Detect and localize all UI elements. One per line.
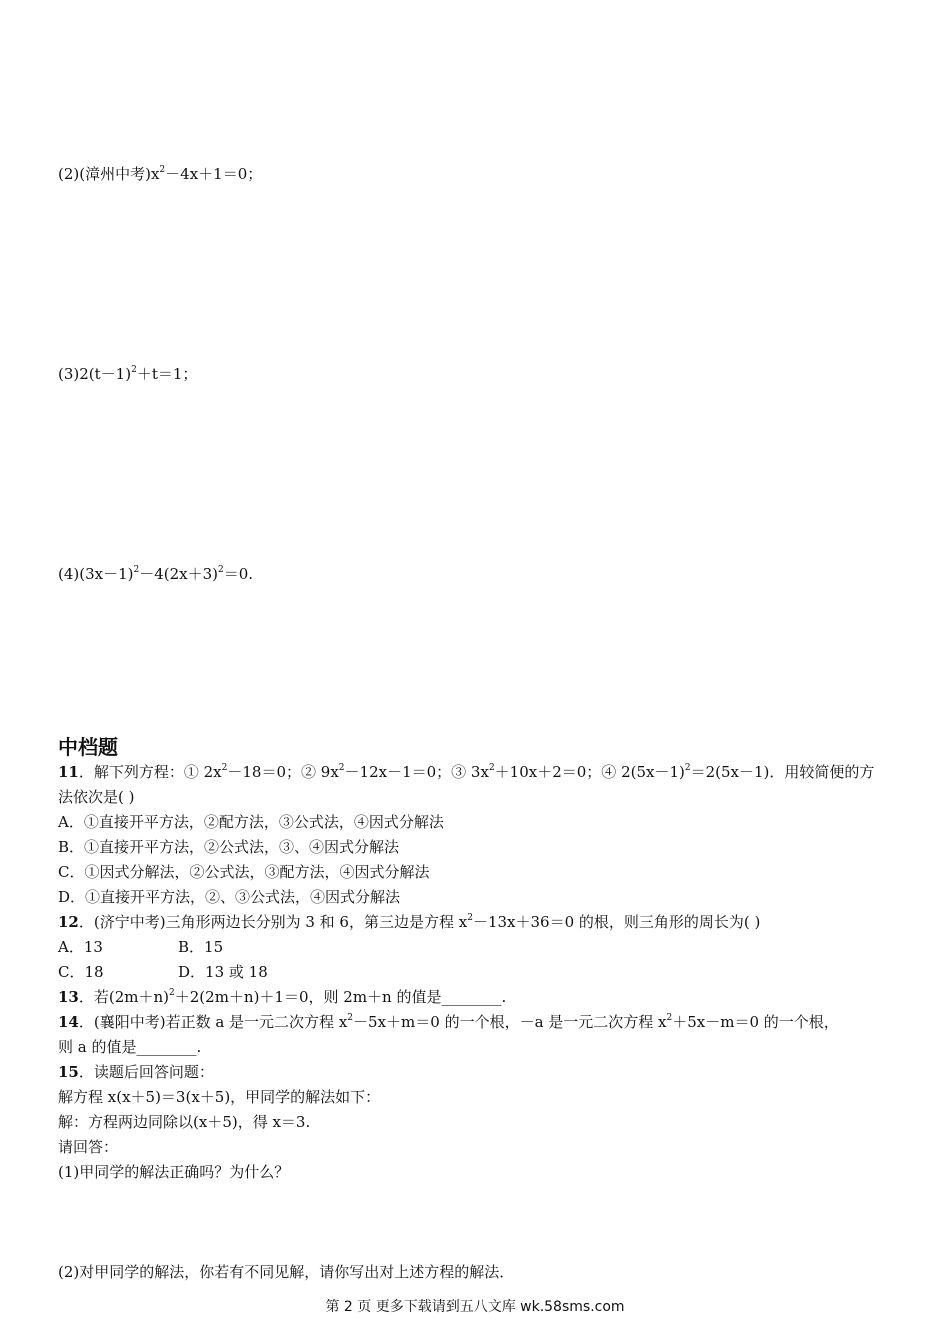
question-12-option-d: D．13 或 18	[178, 963, 268, 981]
question-14-line-1	[58, 1012, 839, 1032]
superscript: 2	[488, 763, 495, 773]
question-12-text-b: －13x＋36＝0 的根，则三角形的周长为( )	[472, 913, 761, 931]
question-13	[58, 987, 506, 1007]
question-12-text-a: ．(济宁中考)三角形两边长分别为 3 和 6，第三边是方程 x	[78, 913, 468, 931]
page-footer: 第 2 页 更多下载请到五八文库 wk.58sms.com	[325, 1299, 625, 1315]
question-11-text-d: ＋10x＋2＝0；④ 2(5x－1)	[494, 763, 685, 781]
question-15-sub-2: (2)对甲同学的解法，你若有不同见解，请你写出对上述方程的解法．	[58, 1263, 515, 1281]
question-number: 12	[58, 913, 79, 931]
question-number: 14	[58, 1013, 79, 1031]
superscript: 2	[133, 565, 140, 575]
question-11-option-b: B．①直接开平方法，②公式法，③、④因式分解法	[58, 838, 400, 856]
question-14-text-c: ＋5x－m＝0 的一个根，	[672, 1013, 839, 1031]
question-15-sub-1: (1)甲同学的解法正确吗？为什么？	[58, 1163, 290, 1181]
problem-3-text-b: ＋t＝1；	[136, 365, 198, 383]
question-15-line-4: 请回答：	[58, 1138, 119, 1156]
superscript: 2	[169, 988, 175, 998]
question-12-option-a: A．13	[58, 938, 103, 956]
question-14-text-b: －5x＋m＝0 的一个根，－a 是一元二次方程 x	[353, 1013, 667, 1031]
question-13-text-b: ＋2(2m＋n)＋1＝0，则 2m＋n 的值是________.	[174, 988, 507, 1006]
question-11-option-c: C．①因式分解法，②公式法，③配方法，④因式分解法	[58, 863, 430, 881]
question-15-line-2: 解方程 x(x＋5)＝3(x＋5)，甲同学的解法如下：	[58, 1088, 381, 1106]
question-15-line-1	[58, 1062, 214, 1082]
question-13-text-a: ．若(2m＋n)	[78, 988, 170, 1006]
question-number: 15	[58, 1063, 79, 1081]
question-12-options-row-1	[58, 937, 458, 957]
superscript: 2	[684, 763, 691, 773]
problem-2-text-a: (2)(漳州中考)x	[58, 165, 160, 183]
question-11-text-c: －12x－1＝0；③ 3x	[344, 763, 489, 781]
question-11-line-2: 法依次是( )	[58, 788, 135, 806]
superscript: 2	[338, 763, 345, 773]
superscript: 2	[218, 565, 224, 575]
question-12-option-b: B．15	[178, 938, 224, 956]
question-11-line-1	[58, 762, 874, 782]
question-11-text-e: ＝2(5x－1)．用较简便的方	[690, 763, 875, 781]
question-15-line-3: 解：方程两边同除以(x＋5)，得 x＝3.	[58, 1113, 311, 1131]
problem-4-text-a: (4)(3x－1)	[58, 565, 134, 583]
question-11-option-a: A．①直接开平方法，②配方法，③公式法，④因式分解法	[58, 813, 444, 831]
question-14-text-a: ．(襄阳中考)若正数 a 是一元二次方程 x	[78, 1013, 348, 1031]
problem-2-text-b: －4x＋1＝0；	[165, 165, 263, 183]
superscript: 2	[666, 1013, 673, 1023]
problem-3	[58, 364, 197, 384]
question-number: 13	[58, 988, 79, 1006]
superscript: 2	[131, 365, 137, 375]
question-12-option-c: C．18	[58, 963, 104, 981]
problem-3-text-a: (3)2(t－1)	[58, 365, 132, 383]
question-11-option-d: D．①直接开平方法，②、③公式法，④因式分解法	[58, 888, 401, 906]
question-15-text: ．读题后回答问题：	[78, 1063, 214, 1081]
section-title: 中档题	[58, 735, 118, 759]
question-number: 11	[58, 763, 79, 781]
question-12-line-1	[58, 912, 760, 932]
problem-4	[58, 564, 253, 584]
question-11-text-a: ．解下列方程：① 2x	[78, 763, 222, 781]
question-14-line-2: 则 a 的值是________.	[58, 1038, 202, 1056]
problem-4-text-b: －4(2x＋3)	[139, 565, 219, 583]
problem-2	[58, 164, 262, 184]
superscript: 2	[347, 1013, 354, 1023]
superscript: 2	[159, 165, 166, 175]
superscript: 2	[467, 913, 473, 923]
question-11-text-b: －18＝0；② 9x	[227, 763, 339, 781]
superscript: 2	[221, 763, 228, 773]
question-12-options-row-2	[58, 962, 458, 982]
problem-4-text-c: ＝0.	[223, 565, 254, 583]
